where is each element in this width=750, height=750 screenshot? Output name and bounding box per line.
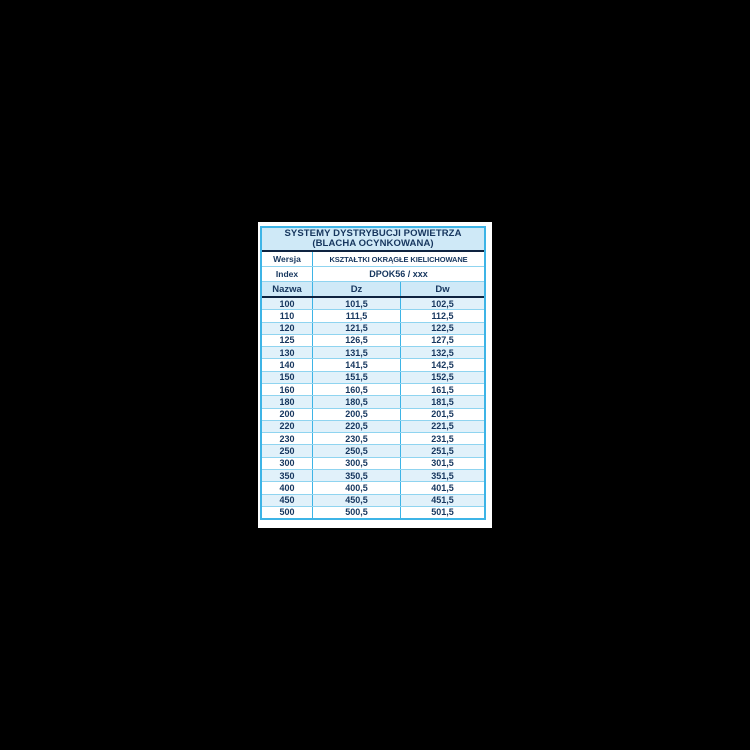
cell-dz: 160,5 xyxy=(345,384,368,395)
cell-nazwa: 150 xyxy=(279,372,295,383)
cell-dw: 122,5 xyxy=(431,323,454,334)
cell-nazwa: 300 xyxy=(279,458,295,469)
column-header-row xyxy=(262,282,484,296)
cell-dz: 121,5 xyxy=(345,323,368,334)
cell-dw: 132,5 xyxy=(431,347,454,358)
cell-dz: 350,5 xyxy=(345,470,368,481)
table-row xyxy=(262,310,484,321)
row-wersja xyxy=(262,252,484,266)
cell-dz: 200,5 xyxy=(345,409,368,420)
cell-nazwa: 200 xyxy=(279,409,295,420)
cell-dw: 221,5 xyxy=(431,421,454,432)
cell-dw: 161,5 xyxy=(431,384,454,395)
cell-dw: 251,5 xyxy=(431,446,454,457)
cell-nazwa: 110 xyxy=(279,310,295,321)
cell-dw: 351,5 xyxy=(431,470,454,481)
table-row xyxy=(262,507,484,518)
cell-dw: 181,5 xyxy=(431,396,454,407)
cell-dz: 300,5 xyxy=(345,458,368,469)
table-row xyxy=(262,335,484,346)
table-row xyxy=(262,298,484,309)
cell-nazwa: 230 xyxy=(279,433,295,444)
cell-dz: 131,5 xyxy=(345,347,368,358)
column-header-dz: Dz xyxy=(350,283,363,295)
cell-dw: 102,5 xyxy=(431,298,454,309)
cell-nazwa: 125 xyxy=(279,335,295,346)
cell-dw: 127,5 xyxy=(431,335,454,346)
cell-nazwa: 350 xyxy=(279,470,295,481)
table-title xyxy=(262,228,484,250)
cell-dz: 126,5 xyxy=(345,335,368,346)
table-row xyxy=(262,347,484,358)
cell-dz: 101,5 xyxy=(345,298,368,309)
wersja-label: Wersja xyxy=(273,254,301,264)
cell-nazwa: 400 xyxy=(279,482,295,493)
cell-dw: 142,5 xyxy=(431,360,454,371)
table-row xyxy=(262,372,484,383)
table-title-line1: SYSTEMY DYSTRYBUCJI POWIETRZA xyxy=(284,227,462,239)
cell-dz: 230,5 xyxy=(345,433,368,444)
index-label: Index xyxy=(275,269,299,279)
table-row xyxy=(262,470,484,481)
cell-dz: 400,5 xyxy=(345,482,368,493)
table-row xyxy=(262,421,484,432)
index-value: DPOK56 / xxx xyxy=(369,269,428,279)
cell-nazwa: 140 xyxy=(279,360,295,371)
cell-dz: 220,5 xyxy=(345,421,368,432)
cell-nazwa: 100 xyxy=(279,298,295,309)
column-header-nazwa: Nazwa xyxy=(272,283,302,295)
cell-dz: 141,5 xyxy=(345,360,368,371)
cell-dw: 301,5 xyxy=(431,458,454,469)
table-row xyxy=(262,359,484,370)
wersja-value: KSZTAŁTKI OKRĄGŁE KIELICHOWANE xyxy=(329,254,468,264)
product-spec-table xyxy=(260,226,486,520)
cell-nazwa: 120 xyxy=(279,323,295,334)
cell-dz: 111,5 xyxy=(345,310,368,321)
table-body xyxy=(262,298,484,518)
cell-nazwa: 450 xyxy=(279,495,295,506)
cell-nazwa: 250 xyxy=(279,446,295,457)
table-row xyxy=(262,396,484,407)
table-row xyxy=(262,495,484,506)
table-title-line2: (BLACHA OCYNKOWANA) xyxy=(312,238,434,249)
cell-dw: 152,5 xyxy=(431,372,454,383)
cell-nazwa: 220 xyxy=(279,421,295,432)
column-header-dw: Dw xyxy=(435,283,450,295)
cell-dz: 180,5 xyxy=(345,396,368,407)
table-row xyxy=(262,433,484,444)
table-row xyxy=(262,458,484,469)
table-row xyxy=(262,323,484,334)
cell-dz: 500,5 xyxy=(345,507,368,518)
cell-nazwa: 500 xyxy=(279,507,295,518)
cell-dw: 501,5 xyxy=(431,507,454,518)
cell-dz: 250,5 xyxy=(345,446,368,457)
cell-dz: 151,5 xyxy=(345,372,368,383)
cell-dw: 201,5 xyxy=(431,409,454,420)
cell-dw: 112,5 xyxy=(431,310,454,321)
product-table-card xyxy=(258,222,492,528)
cell-dz: 450,5 xyxy=(345,495,368,506)
cell-dw: 231,5 xyxy=(431,433,454,444)
cell-dw: 401,5 xyxy=(431,482,454,493)
cell-dw: 451,5 xyxy=(431,495,454,506)
cell-nazwa: 160 xyxy=(279,384,295,395)
table-row xyxy=(262,445,484,456)
cell-nazwa: 130 xyxy=(279,347,295,358)
table-row xyxy=(262,384,484,395)
cell-nazwa: 180 xyxy=(279,396,295,407)
row-index xyxy=(262,267,484,281)
table-row xyxy=(262,482,484,493)
table-row xyxy=(262,409,484,420)
